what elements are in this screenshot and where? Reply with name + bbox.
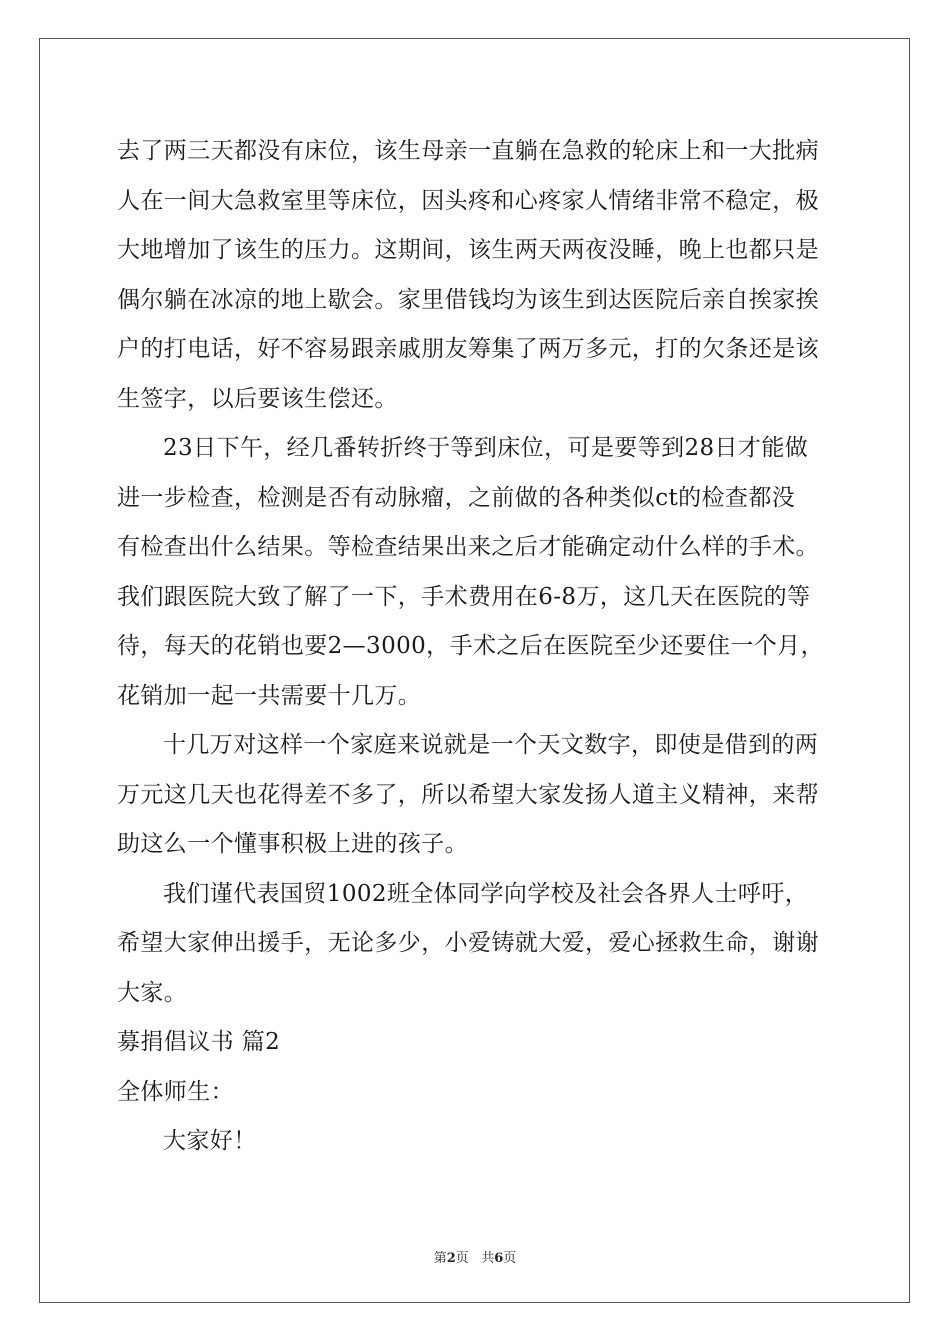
salutation: 全体师生：: [117, 1078, 234, 1105]
text-line: 花销加一起一共需要十几万。: [117, 682, 422, 709]
current-page-number: 2: [446, 1251, 456, 1266]
text-line: 偶尔躺在冰凉的地上歇会。家里借钱均为该生到达医院后亲自挨家挨: [117, 286, 819, 313]
footer-total-word: 页: [503, 1251, 517, 1266]
text-line: 户的打电话，好不容易跟亲戚朋友筹集了两万多元，打的欠条还是该: [117, 336, 819, 362]
section-heading: 募捐倡议书 篇2: [117, 1029, 281, 1055]
text-line: 有检查出什么结果。等检查结果出来之后才能确定动什么样的手术。: [117, 534, 819, 560]
text-line: 万元这几天也花得差不多了，所以希望大家发扬人道主义精神，来帮: [117, 781, 819, 808]
document-body: [117, 127, 835, 1167]
paragraph-first-line: 十几万对这样一个家庭来说就是一个天文数字，即使是借到的两: [163, 732, 819, 758]
footer-page-word: 页: [455, 1251, 469, 1266]
text-line: 助这么一个懂事积极上进的孩子。: [117, 831, 468, 857]
text-line: 待，每天的花销也要2—3000，手术之后在医院至少还要住一个月，: [117, 633, 824, 659]
footer-total-prefix: 共: [481, 1251, 495, 1266]
text-line: 我们跟医院大致了解了一下，手术费用在6-8万，这几天在医院的等: [117, 583, 811, 610]
text-line: 去了两三天都没有床位，该生母亲一直躺在急救的轮床上和一大批病: [117, 138, 819, 164]
paragraph-first-line: 我们谨代表国贸1002班全体同学向学校及社会各界人士呼吁，: [163, 880, 809, 907]
text-line: 大地增加了该生的压力。这期间，该生两天两夜没睡，晚上也都只是: [117, 237, 819, 263]
total-pages-number: 6: [494, 1251, 504, 1266]
text-line: 进一步检查，检测是否有动脉瘤，之前做的各种类似ct的检查都没: [117, 484, 796, 511]
footer-prefix: 第: [433, 1251, 447, 1266]
text-line: 生签字，以后要该生偿还。: [117, 385, 398, 412]
paragraph-first-line: 23日下午，经几番转折终于等到床位，可是要等到28日才能做: [163, 435, 809, 461]
text-line: 大家。: [117, 979, 188, 1006]
page-footer: [0, 1247, 950, 1266]
text-line: 人在一间大急救室里等床位，因头疼和心疼家人情绪非常不稳定，极: [117, 187, 819, 214]
greeting: 大家好！: [163, 1128, 257, 1154]
text-line: 希望大家伸出援手，无论多少，小爱铸就大爱，爱心拯救生命，谢谢: [117, 930, 819, 956]
